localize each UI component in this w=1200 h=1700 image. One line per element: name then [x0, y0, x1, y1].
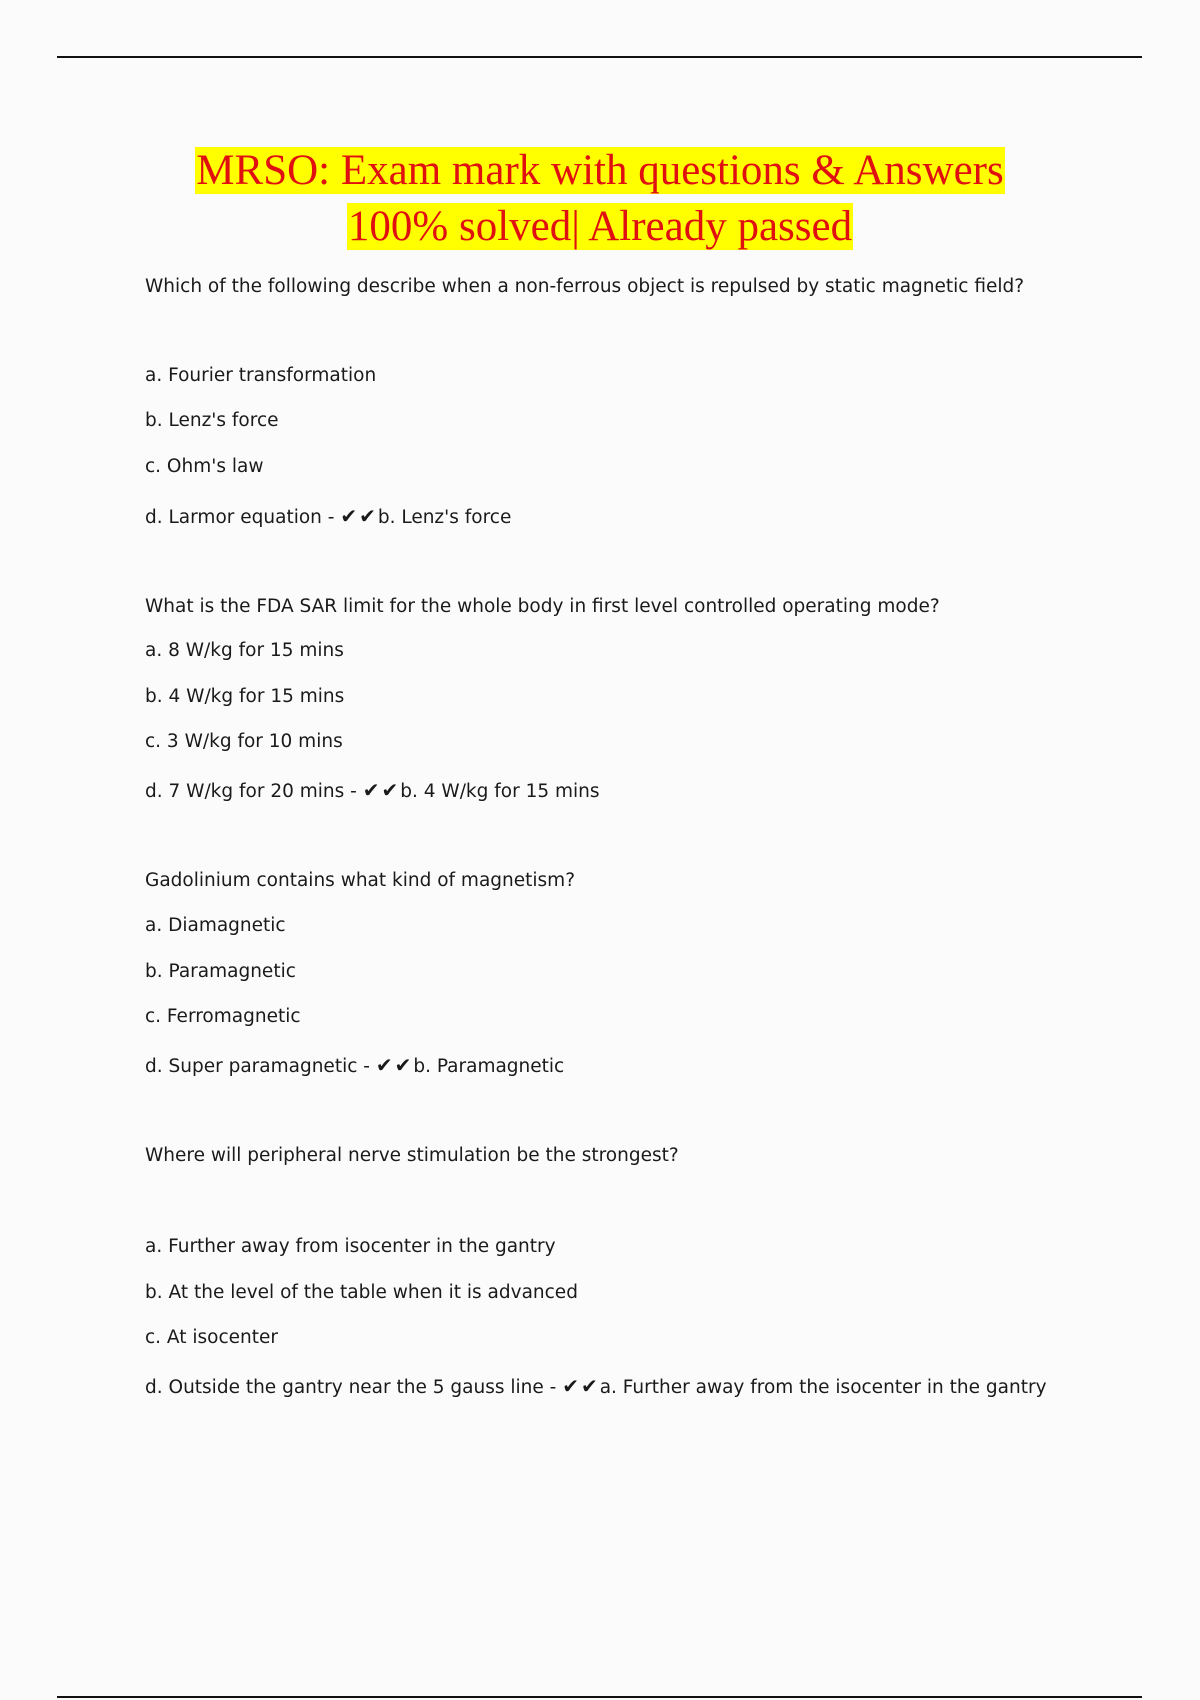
q3-option-a: a. Diamagnetic: [145, 915, 286, 936]
document-title: [0, 143, 1200, 255]
q4-option-d: [145, 1374, 1047, 1400]
q1-option-d-text: d. Larmor equation -: [145, 507, 335, 528]
question-1: Which of the following describe when a non-ferrous object is repulsed by static magnetic field?: [145, 276, 1025, 297]
q4-option-a: a. Further away from isocenter in the gantry: [145, 1236, 556, 1257]
q4-option-c: c. At isocenter: [145, 1327, 279, 1348]
q3-option-b: b. Paramagnetic: [145, 961, 296, 982]
q4-answer: a. Further away from the isocenter in the gantry: [599, 1377, 1047, 1398]
q3-answer: b. Paramagnetic: [413, 1056, 565, 1077]
q4-option-d-text: d. Outside the gantry near the 5 gauss line -: [145, 1377, 557, 1398]
q1-option-d: [145, 504, 511, 530]
question-2: What is the FDA SAR limit for the whole body in first level controlled operating mode?: [145, 596, 940, 617]
q1-option-a: a. Fourier transformation: [145, 365, 377, 386]
q1-answer: b. Lenz's force: [377, 507, 512, 528]
bottom-rule: [57, 1696, 1142, 1698]
checkmark-icon: ✔✔: [340, 504, 378, 528]
q2-option-a: a. 8 W/kg for 15 mins: [145, 640, 344, 661]
title-line-1: MRSO: Exam mark with questions & Answers: [196, 147, 1004, 194]
q3-option-c: c. Ferromagnetic: [145, 1006, 301, 1027]
q3-option-d: [145, 1053, 564, 1079]
q2-option-b: b. 4 W/kg for 15 mins: [145, 686, 345, 707]
q2-option-c: c. 3 W/kg for 10 mins: [145, 731, 343, 752]
q2-option-d: [145, 778, 600, 804]
checkmark-icon: ✔✔: [562, 1374, 600, 1398]
q2-option-d-text: d. 7 W/kg for 20 mins -: [145, 781, 357, 802]
q1-option-c: c. Ohm's law: [145, 456, 264, 477]
q1-option-b: b. Lenz's force: [145, 410, 279, 431]
q4-option-b: b. At the level of the table when it is advanced: [145, 1282, 578, 1303]
checkmark-icon: ✔✔: [375, 1053, 414, 1077]
q3-option-d-text: d. Super paramagnetic -: [145, 1056, 370, 1077]
top-rule: [57, 56, 1142, 58]
q2-answer: b. 4 W/kg for 15 mins: [400, 781, 600, 802]
checkmark-icon: ✔✔: [362, 778, 401, 802]
question-4: Where will peripheral nerve stimulation be the strongest?: [145, 1145, 679, 1166]
question-3: Gadolinium contains what kind of magnetism?: [145, 870, 576, 891]
title-line-2: 100% solved| Already passed: [347, 203, 853, 250]
